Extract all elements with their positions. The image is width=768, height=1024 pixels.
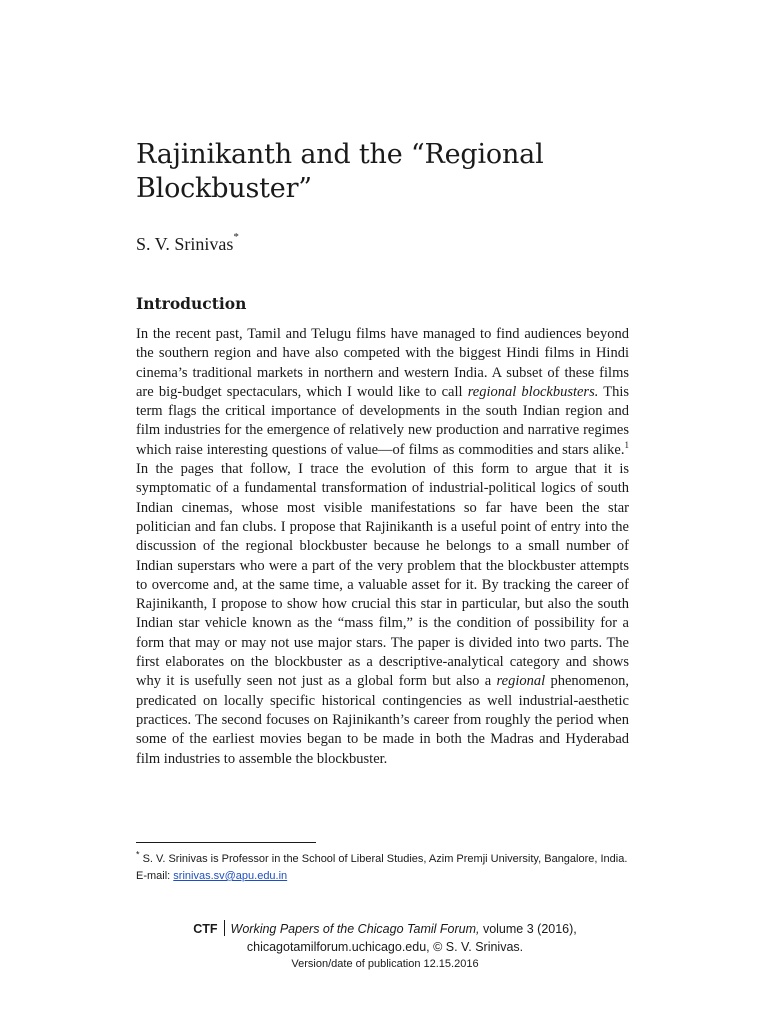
emphasis-regional-blockbusters: regional blockbusters.: [467, 383, 599, 400]
footnote-divider: [136, 842, 316, 843]
series-title: Working Papers of the Chicago Tamil Forum,: [230, 922, 480, 936]
paragraph-text-part-3: In the pages that follow, I trace the evolution of this form to argue that it is symptomatic of a fundamental transformation of industrial-political logics of south Indian cinemas, whose most visible manifestations so far have been the star politician and fan clubs. I propose that Rajinikanth is a useful point of entry into the discussion of the regional blockbuster because he belongs to a small number of Indian superstars who were a part of the very problem that the blockbuster attempts to overcome and, at the same time, a valuable asset for it. By tracking the career of Rajinikanth, I propose to show how crucial this star in particular, but also the south Indian star vehicle known as the “mass film,” is the condition of possibility for a form that may or may not use major stars. The paper is divided into two parts. The first elaborates on the blockbuster as a descriptive-analytical category and shows why it is usefully seen not just as a global form but also a: [136, 461, 629, 690]
section-heading-introduction: Introduction: [136, 294, 247, 313]
footer-citation-line: [130, 920, 640, 938]
introduction-paragraph: [136, 325, 629, 769]
ctf-label: CTF: [193, 922, 218, 936]
footer-version-line: Version/date of publication 12.15.2016: [291, 958, 479, 970]
emphasis-regional: regional: [496, 673, 546, 690]
footnote-mark: *: [136, 849, 140, 860]
footer-website-line: chicagotamilforum.uchicago.edu, © S. V. Srinivas.: [246, 940, 524, 954]
page-footer: [130, 920, 640, 973]
author-email-link[interactable]: srinivas.sv@apu.edu.in: [173, 870, 288, 882]
footnote-text: S. V. Srinivas is Professor in the School of Liberal Studies, Azim Premji University, Bangalore, India. E-mail:: [136, 853, 628, 882]
footnote-reference-1[interactable]: 1: [624, 439, 629, 450]
paragraph-text-part-4: phenomenon, predicated on locally specific historical contingencies as well industrial-aesthetic practices. The second focuses on Rajinikanth’s career from roughly the period when some of the earliest movies began to be made in both the Madras and Hyderabad film industries to assemble the blockbuster.: [136, 673, 629, 767]
author-footnote-mark[interactable]: *: [233, 231, 239, 243]
footer-separator: [224, 920, 225, 936]
paragraph-text-part-2: This term flags the critical importance of developments in the south Indian region and film industries for the emergence of relatively new production and narrative regimes which raise interesting questions of value—of films as commodities and stars alike.: [136, 383, 629, 458]
author-line: [136, 231, 239, 255]
paper-title: Rajinikanth and the “Regional Blockbuster”: [136, 139, 544, 204]
paragraph-text-part-1: In the recent past, Tamil and Telugu films have managed to find audiences beyond the southern region and have also competed with the biggest Hindi films in Hindi cinema’s traditional markets in northern and western India. A subset of these films are big-budget spectaculars, which I would like to call: [136, 326, 629, 400]
author-footnote: [136, 851, 636, 885]
author-name: S. V. Srinivas: [136, 234, 234, 254]
volume-info: volume 3 (2016),: [479, 922, 577, 936]
